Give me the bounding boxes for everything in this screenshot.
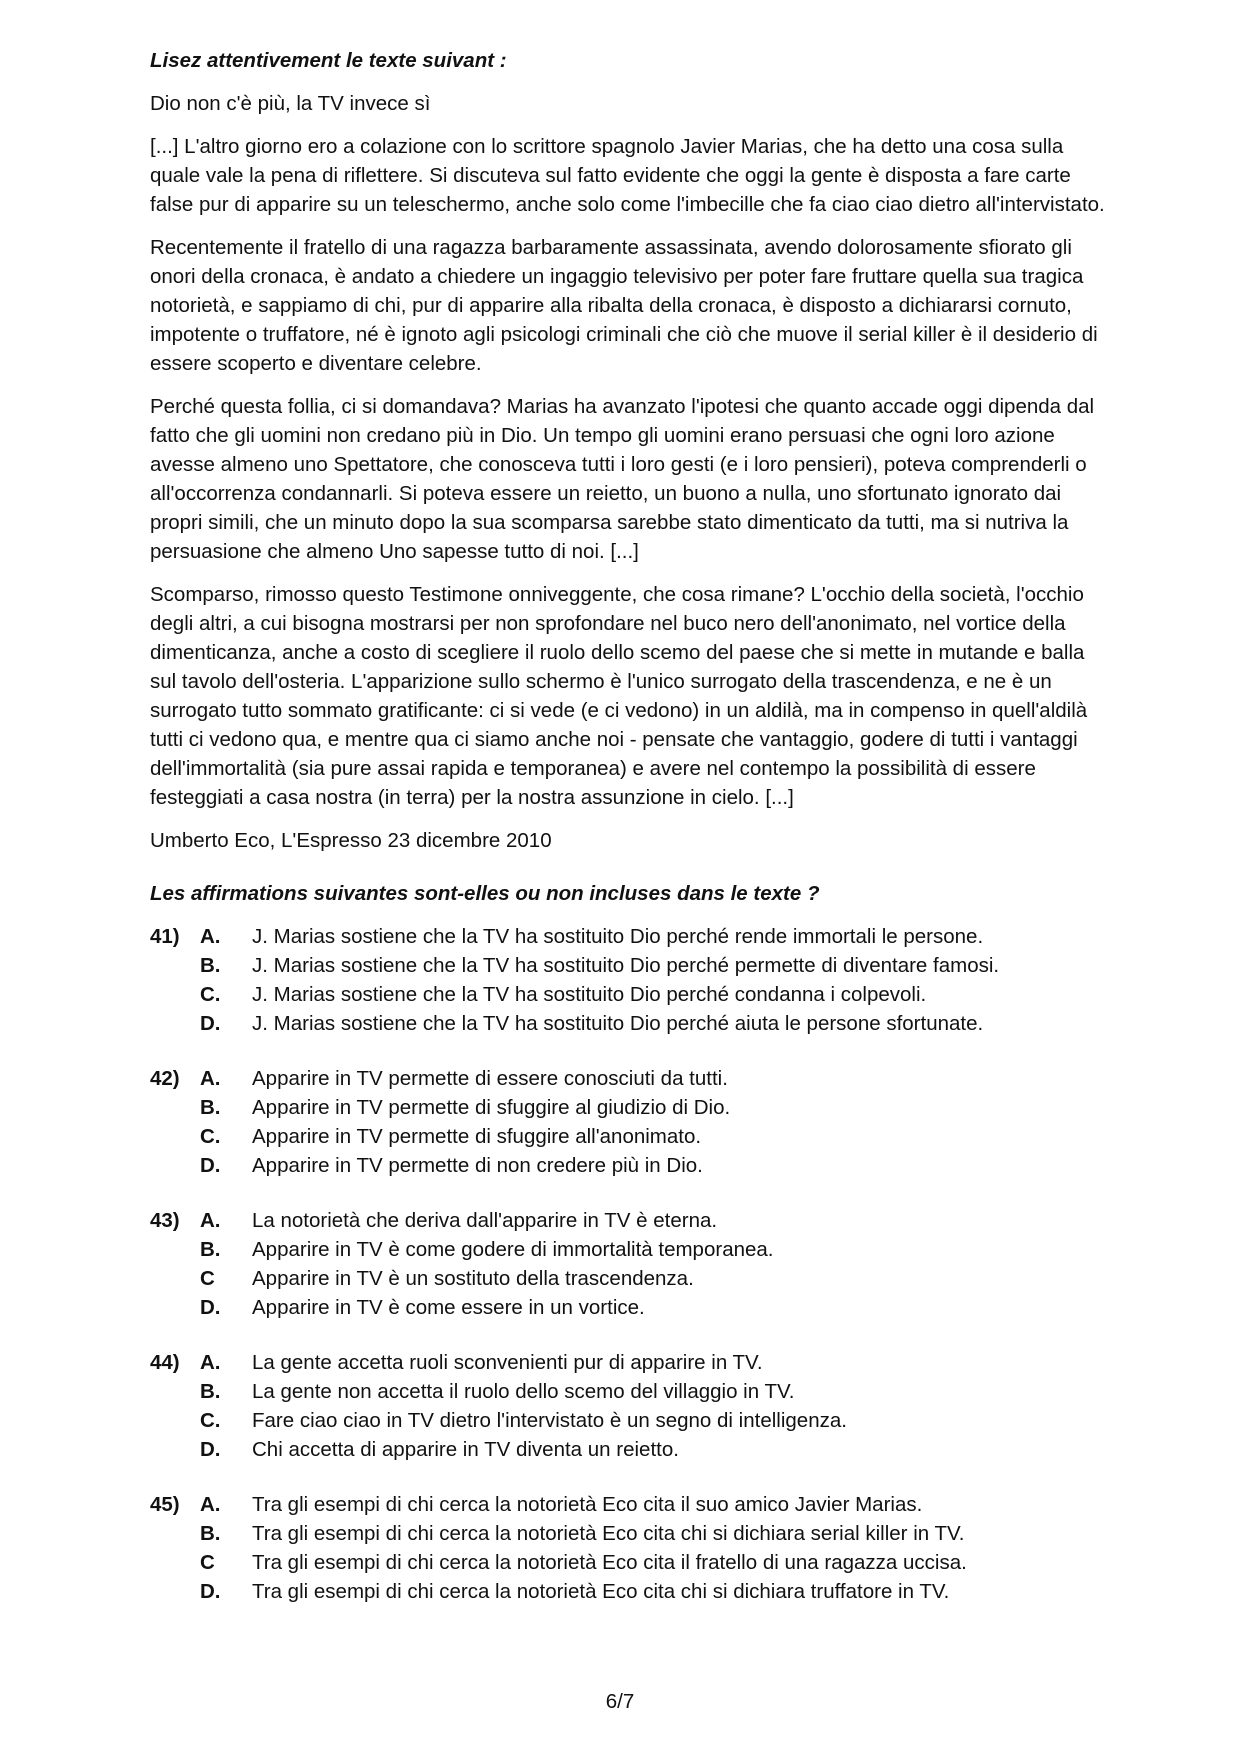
article-paragraph: [...] L'altro giorno ero a colazione con lo scrittore spagnolo Javier Marias, che ha detto una cosa sulla quale vale la pena di riflettere. Si discuteva sul fatto evidente che oggi la gente è disposta a fare carte false pur di apparire su un teleschermo, anche solo come l'imbecille che fa ciao ciao dietro all'intervistato. [150, 135, 1105, 216]
option-letter: C. [200, 983, 221, 1006]
answer-option [150, 1206, 1110, 1235]
option-letter: B. [200, 1522, 221, 1545]
answer-option [150, 980, 1110, 1009]
option-letter: B. [200, 954, 221, 977]
answer-option [150, 1435, 1110, 1464]
option-text: La gente accetta ruoli sconvenienti pur di apparire in TV. [252, 1351, 763, 1374]
option-text: Apparire in TV è come godere di immortalità temporanea. [252, 1238, 774, 1261]
answer-option [150, 1348, 1110, 1377]
questions-instruction: Les affirmations suivantes sont-elles ou non incluses dans le texte ? [150, 882, 820, 905]
question-number: 43) [150, 1209, 180, 1232]
option-text: J. Marias sostiene che la TV ha sostituito Dio perché permette di diventare famosi. [252, 954, 1000, 977]
answer-option [150, 1293, 1110, 1322]
option-letter: D. [200, 1012, 221, 1035]
option-text: Tra gli esempi di chi cerca la notorietà Eco cita il fratello di una ragazza uccisa. [252, 1551, 967, 1574]
answer-option [150, 1264, 1110, 1293]
answer-option [150, 951, 1110, 980]
option-text: Tra gli esempi di chi cerca la notorietà Eco cita il suo amico Javier Marias. [252, 1493, 923, 1516]
option-text: Apparire in TV permette di sfuggire all'anonimato. [252, 1125, 702, 1148]
option-text: La gente non accetta il ruolo dello scemo del villaggio in TV. [252, 1380, 795, 1403]
document-page [150, 46, 1110, 1632]
option-text: La notorietà che deriva dall'apparire in TV è eterna. [252, 1209, 718, 1232]
option-letter: D. [200, 1154, 221, 1177]
question-43 [150, 1206, 1110, 1322]
answer-option [150, 1548, 1110, 1577]
answer-option [150, 1235, 1110, 1264]
option-text: Apparire in TV è come essere in un vortice. [252, 1296, 645, 1319]
question-number: 41) [150, 925, 180, 948]
option-letter: A. [200, 1067, 221, 1090]
option-letter: D. [200, 1580, 221, 1603]
article-paragraph: Perché questa follia, ci si domandava? Marias ha avanzato l'ipotesi che quanto accade oggi dipenda dal fatto che gli uomini non credano più in Dio. Un tempo gli uomini erano persuasi che ogni loro azione avesse almeno uno Spettatore, che conosceva tutti i loro gesti (e i loro pensieri), poteva comprenderli o all'occorrenza condannarli. Si poteva essere un reietto, un buono a nulla, uno sfortunato ignorato dai propri simili, che un minuto dopo la sua scomparsa sarebbe stato dimenticato da tutti, ma si nutriva la persuasione che almeno Uno sapesse tutto di noi. [...] [150, 395, 1095, 563]
option-text: J. Marias sostiene che la TV ha sostituito Dio perché rende immortali le persone. [252, 925, 984, 948]
answer-option [150, 1490, 1110, 1519]
option-letter: A. [200, 1493, 221, 1516]
option-text: Tra gli esempi di chi cerca la notorietà Eco cita chi si dichiara truffatore in TV. [252, 1580, 950, 1603]
option-text: Apparire in TV permette di essere conosciuti da tutti. [252, 1067, 728, 1090]
question-number: 45) [150, 1493, 180, 1516]
option-letter: C [200, 1551, 215, 1574]
option-letter: C [200, 1267, 215, 1290]
question-number: 42) [150, 1067, 180, 1090]
option-letter: A. [200, 925, 221, 948]
option-letter: A. [200, 1351, 221, 1374]
option-letter: B. [200, 1096, 221, 1119]
answer-option [150, 1519, 1110, 1548]
option-letter: C. [200, 1125, 221, 1148]
article-source: Umberto Eco, L'Espresso 23 dicembre 2010 [150, 829, 552, 852]
option-text: Apparire in TV permette di sfuggire al giudizio di Dio. [252, 1096, 731, 1119]
answer-option [150, 922, 1110, 951]
question-41 [150, 922, 1110, 1038]
answer-option [150, 1093, 1110, 1122]
reading-heading: Lisez attentivement le texte suivant : [150, 49, 507, 72]
answer-option [150, 1009, 1110, 1038]
option-letter: B. [200, 1238, 221, 1261]
question-44 [150, 1348, 1110, 1464]
option-letter: C. [200, 1409, 221, 1432]
answer-option [150, 1151, 1110, 1180]
question-42 [150, 1064, 1110, 1180]
answer-option [150, 1577, 1110, 1606]
option-text: Apparire in TV permette di non credere più in Dio. [252, 1154, 703, 1177]
option-letter: A. [200, 1209, 221, 1232]
question-45 [150, 1490, 1110, 1606]
answer-option [150, 1064, 1110, 1093]
option-text: Chi accetta di apparire in TV diventa un reietto. [252, 1438, 679, 1461]
article-paragraph: Scomparso, rimosso questo Testimone onniveggente, che cosa rimane? L'occhio della società, l'occhio degli altri, a cui bisogna mostrarsi per non sprofondare nel buco nero dell'anonimato, nel vortice della dimenticanza, anche a costo di scegliere il ruolo dello scemo del paese che si mette in mutande e balla sul tavolo dell'osteria. L'apparizione sullo schermo è l'unico surrogato della trascendenza, e ne è un surrogato tutto sommato gratificante: ci si vede (e ci vedono) in un aldilà, ma in compenso in quell'aldilà tutti ci vedono qua, e mentre qua ci siamo anche noi - pensate che vantaggio, godere di tutti i vantaggi dell'immortalità (sia pure assai rapida e temporanea) e avere nel contempo la possibilità di essere festeggiati a casa nostra (in terra) per la nostra assunzione in cielo. [...] [150, 583, 1088, 809]
option-text: Tra gli esempi di chi cerca la notorietà Eco cita chi si dichiara serial killer in TV. [252, 1522, 965, 1545]
answer-option [150, 1377, 1110, 1406]
option-letter: D. [200, 1296, 221, 1319]
question-number: 44) [150, 1351, 180, 1374]
option-text: J. Marias sostiene che la TV ha sostituito Dio perché aiuta le persone sfortunate. [252, 1012, 984, 1035]
option-text: J. Marias sostiene che la TV ha sostituito Dio perché condanna i colpevoli. [252, 983, 927, 1006]
option-text: Fare ciao ciao in TV dietro l'intervistato è un segno di intelligenza. [252, 1409, 847, 1432]
article-paragraph: Recentemente il fratello di una ragazza barbaramente assassinata, avendo dolorosamente sfiorato gli onori della cronaca, è andato a chiedere un ingaggio televisivo per poter fare fruttare quella sua tragica notorietà, e sappiamo di chi, pur di apparire alla ribalta della cronaca, è disposto a dichiararsi cornuto, impotente o truffatore, né è ignoto agli psicologi criminali che ciò che muove il serial killer è il desiderio di essere scoperto e diventare celebre. [150, 236, 1098, 375]
answer-option [150, 1406, 1110, 1435]
option-letter: B. [200, 1380, 221, 1403]
article-title: Dio non c'è più, la TV invece sì [150, 92, 431, 115]
option-text: Apparire in TV è un sostituto della trascendenza. [252, 1267, 694, 1290]
page-number: 6/7 [605, 1690, 635, 1713]
answer-option [150, 1122, 1110, 1151]
option-letter: D. [200, 1438, 221, 1461]
